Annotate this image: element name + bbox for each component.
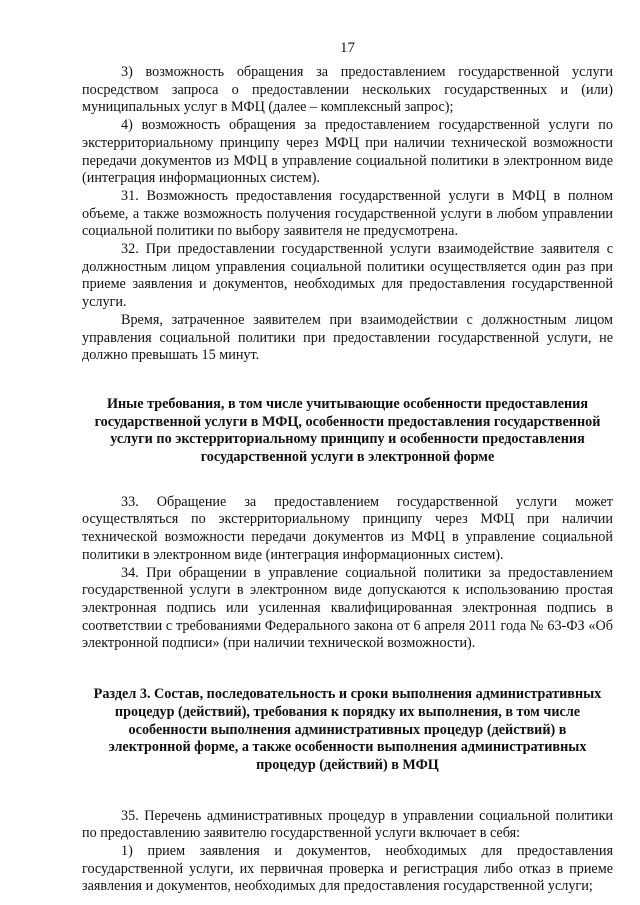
paragraph-34: 34. При обращении в управление социальной политики за предоставлением государственной услуги в электронном виде допускаются к использованию простая электронная подпись или усиленная квалифицированная электронная подпись в соответствии с требованиями Федерального закона от 6 апреля 2011 года № 63-ФЗ «Об электронной подписи» (при наличии технической возможности). [82,564,613,652]
paragraph-item-3-complex-request: 3) возможность обращения за предоставлением государственной услуги посредством запроса о предоставлении нескольких государственных и (или) муниципальных услуг в МФЦ (далее – комплексный запрос); [82,64,613,116]
paragraph-35: 35. Перечень административных процедур в управлении социальной политики по предоставлению заявителю государственной услуги включает в себя: [82,807,613,842]
paragraph-time-limit: Время, затраченное заявителем при взаимодействии с должностным лицом управления социальной политики при предоставлении государственной услуги, не должно превышать 15 минут. [82,311,613,364]
document-body [82,64,613,896]
paragraph-33: 33. Обращение за предоставлением государственной услуги может осуществляться по экстерриториальному принципу через МФЦ при наличии технической возможности передачи документов из МФЦ в управление социальной политики в электронном виде (интеграция информационных систем). [82,493,613,563]
paragraph-item-4-extraterritorial: 4) возможность обращения за предоставлением государственной услуги по экстерриториальному принципу через МФЦ при наличии технической возможности передачи документов из МФЦ в управление социальной политики в электронном виде (интеграция информационных систем). [82,117,613,187]
section-heading-other-requirements: Иные требования, в том числе учитывающие особенности предоставления государственной услуги в МФЦ, особенности предоставления государственной услуги по экстерриториальному принципу и особенности предоставления государственной услуги в электронной форме [94,395,601,466]
paragraph-32: 32. При предоставлении государственной услуги взаимодействие заявителя с должностным лицом управления социальной политики осуществляется один раз при приеме заявления и документов, необходимых для предоставления государственной услуги. [82,241,613,311]
section-heading-part-3: Раздел 3. Состав, последовательность и сроки выполнения административных процедур (действий), требования к порядку их выполнения, в том числе особенности выполнения административных процедур (действий) в электронной форме, а также особенности выполнения административных процедур (действий) в МФЦ [93,686,602,773]
document-page [82,0,613,905]
paragraph-31: 31. Возможность предоставления государственной услуги в МФЦ в полном объеме, а также возможность получения государственной услуги в любом управлении социальной политики по выбору заявителя не предусмотрена. [82,187,613,240]
paragraph-35-item-1: 1) прием заявления и документов, необходимых для предоставления государственной услуги, их первичная проверка и регистрация либо отказ в приеме заявления и документов, необходимых для предоставления государственной услуги; [82,843,613,895]
page-number: 17 [340,40,355,56]
